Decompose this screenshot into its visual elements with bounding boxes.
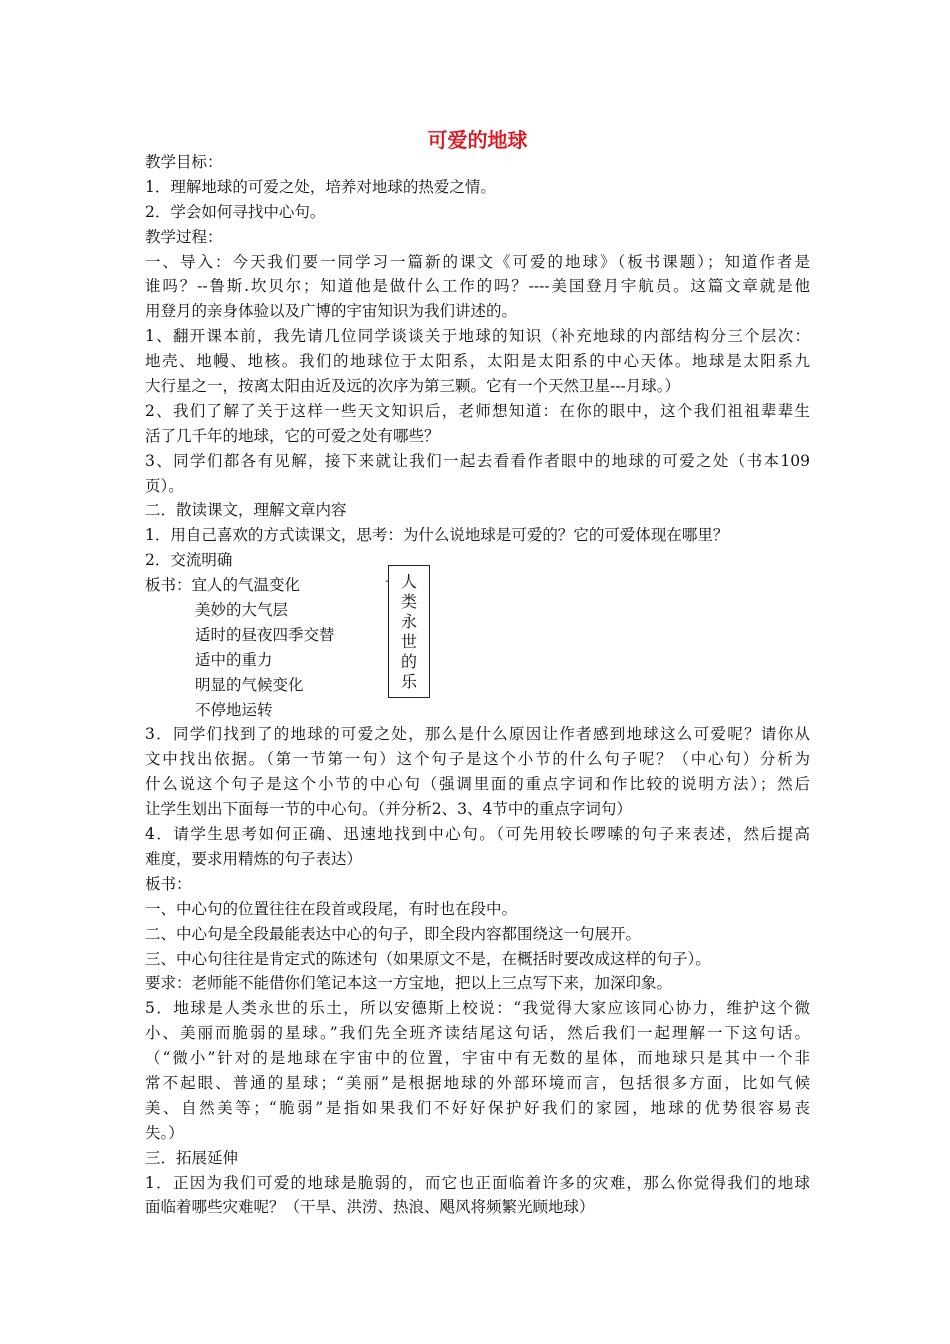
text-line: 一、中心句的位置往往在段首或段尾，有时也在段中。 bbox=[145, 899, 518, 918]
text-line: 难度，要求用精炼的句子表达） bbox=[145, 849, 363, 868]
box-dot: . bbox=[385, 571, 389, 585]
text-line: 2、我们了解了关于这样一些天文知识后，老师想知道：在你的眼中，这个我们祖祖辈辈生 bbox=[145, 401, 810, 420]
text-line: 什么说这个句子是这个小节的中心句（强调里面的重点字词和作比较的说明方法）；然后 bbox=[145, 775, 810, 794]
box-char: 永 bbox=[400, 612, 417, 631]
document-body bbox=[145, 150, 810, 1220]
text-line: 文中找出依据。（第一节第一句）这个句子是这个小节的什么句子呢？（中心句）分析为 bbox=[145, 750, 810, 769]
vertical-text-box bbox=[385, 565, 430, 698]
text-line: 面临着哪些灾难呢？（干旱、洪涝、热浪、飓风将频繁光顾地球） bbox=[145, 1198, 595, 1217]
text-line: 二．散读课文，理解文章内容 bbox=[145, 501, 347, 520]
text-line: 大行星之一，按离太阳由近及远的次序为第三颗。它有一个天然卫星---月球。） bbox=[145, 377, 680, 396]
text-line: 教学目标： bbox=[145, 153, 223, 171]
box-char: 乐 bbox=[400, 672, 417, 691]
text-line: 3、同学们都各有见解，接下来就让我们一起去看看作者眼中的地球的可爱之处（书本109 bbox=[145, 451, 810, 470]
text-line: 活了几千年的地球，它的可爱之处有哪些？ bbox=[145, 426, 440, 445]
text-line: 三．拓展延伸 bbox=[145, 1148, 239, 1167]
text-line: （“微小”针对的是地球在宇宙中的位置，宇宙中有无数的星体，而地球只是其中一个非 bbox=[145, 1049, 810, 1068]
text-line: 1．用自己喜欢的方式读课文，思考：为什么说地球是可爱的？它的可爱体现在哪里？ bbox=[145, 526, 729, 545]
text-line: 一、导入：今天我们要一同学习一篇新的课文《可爱的地球》（板书课题）；知道作者是 bbox=[145, 252, 810, 271]
box-char: 类 bbox=[400, 592, 417, 611]
text-line: 教学过程： bbox=[145, 227, 223, 246]
board-prefix: 板书： bbox=[145, 576, 192, 595]
board-item: 明显的气候变化 bbox=[195, 675, 304, 694]
text-line: 板书： bbox=[145, 874, 192, 893]
text-line: 谁吗？--鲁斯.坎贝尔；知道他是做什么工作的吗？----美国登月宇航员。这篇文章就是他 bbox=[145, 277, 810, 296]
board-item bbox=[145, 573, 810, 598]
box-char: 人 bbox=[400, 572, 417, 591]
text-line: 5．地球是人类永世的乐土，所以安德斯上校说：“我觉得大家应该同心协力，维护这个微 bbox=[145, 999, 810, 1018]
text-line: 二、中心句是全段最能表达中心的句子，即全段内容都围绕这一句展开。 bbox=[145, 924, 642, 943]
text-line: 1．理解地球的可爱之处，培养对地球的热爱之情。 bbox=[145, 177, 496, 196]
box-char: 的 bbox=[400, 652, 417, 671]
text-line: 要求：老师能不能借你们笔记本这一方宝地，把以上三点写下来，加深印象。 bbox=[145, 974, 673, 993]
box-char: 世 bbox=[400, 632, 417, 651]
text-line: 2．交流明确 bbox=[145, 551, 233, 570]
text-line: 页）。 bbox=[145, 476, 184, 495]
text-line: 地壳、地幔、地核。我们的地球位于太阳系，太阳是太阳系的中心天体。地球是太阳系九 bbox=[145, 352, 810, 371]
text-line: 3．同学们找到了的地球的可爱之处，那么是什么原因让作者感到地球这么可爱呢？请你从 bbox=[145, 725, 810, 744]
text-line: 美、自然美等；“脆弱”是指如果我们不好好保护好我们的家园，地球的优势很容易丧 bbox=[145, 1098, 810, 1117]
board-item: 不停地运转 bbox=[195, 700, 273, 719]
board-item: 美妙的大气层 bbox=[195, 601, 289, 620]
text-line: 常不起眼、普通的星球；“美丽”是根据地球的外部环境而言，包括很多方面，比如气候 bbox=[145, 1073, 810, 1092]
board-item: 适时的昼夜四季交替 bbox=[195, 625, 335, 644]
text-line: 用登月的亲身体验以及广博的宇宙知识为我们讲述的。 bbox=[145, 302, 518, 321]
board-item: 适中的重力 bbox=[195, 650, 273, 669]
text-line: 1、翻开课本前，我先请几位同学谈谈关于地球的知识（补充地球的内部结构分三个层次： bbox=[145, 327, 810, 346]
text-line: 小、美丽而脆弱的星球。”我们先全班齐读结尾这句话，然后我们一起理解一下这句话。 bbox=[145, 1024, 810, 1043]
text-line: 三、中心句往往是肯定式的陈述句（如果原文不是，在概括时要改成这样的句子）。 bbox=[145, 949, 711, 968]
board-item-text: 宜人的气温变化 bbox=[191, 576, 301, 595]
text-line: 1．正因为我们可爱的地球是脆弱的，而它也正面临着许多的灾难，那么你觉得我们的地球 bbox=[145, 1173, 810, 1192]
text-line: 4．请学生思考如何正确、迅速地找到中心句。（可先用较长啰嗦的句子来表述，然后提高 bbox=[145, 825, 810, 844]
text-line: 让学生划出下面每一节的中心句。（并分析2、3、4节中的重点字词句） bbox=[145, 800, 632, 819]
document-title: 可爱的地球 bbox=[427, 128, 528, 152]
text-line: 2．学会如何寻找中心句。 bbox=[145, 202, 326, 221]
text-line: 失。） bbox=[145, 1123, 184, 1142]
